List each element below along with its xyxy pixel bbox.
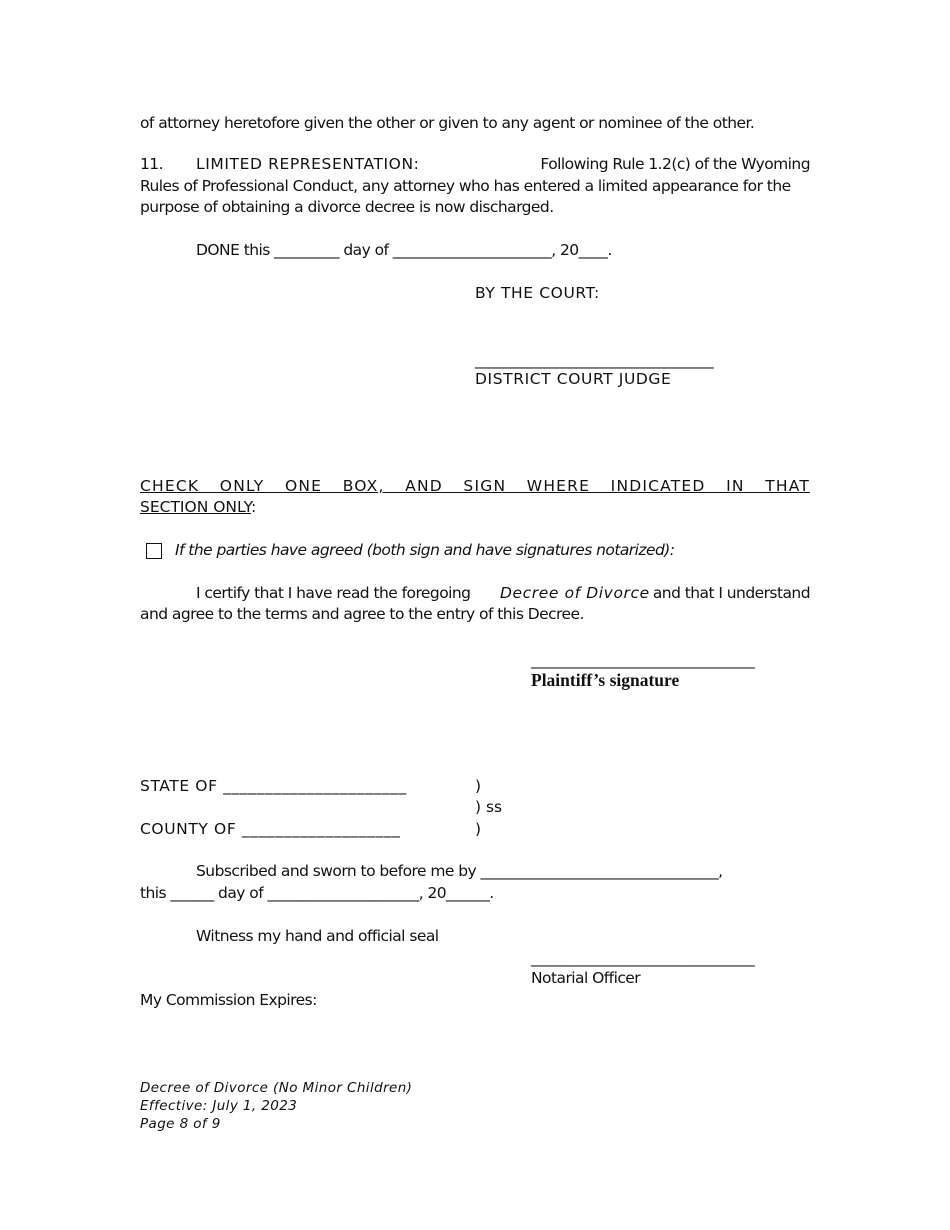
- done-date-line: DONE this _________ day of ______________________, 20____.: [196, 241, 612, 259]
- section-11-line3: purpose of obtaining a divorce decree is now discharged.: [140, 198, 554, 216]
- notary-officer-label: Notarial Officer: [531, 969, 641, 987]
- footer-form-title: Decree of Divorce (No Minor Children): [140, 1080, 413, 1096]
- subscribed-line2: this ______ day of _____________________, 20______.: [140, 884, 494, 902]
- check-instruction-line2: SECTION ONLY: [140, 498, 251, 516]
- continuation-text: of attorney heretofore given the other or given to any agent or nominee of the other.: [140, 114, 755, 132]
- venue-ss: ) ss: [475, 798, 503, 816]
- notary-signature-line[interactable]: ______________________________: [531, 949, 755, 967]
- section-11-line1: [140, 154, 810, 175]
- check-instruction-colon: :: [251, 498, 257, 516]
- venue-paren-1: ): [475, 777, 482, 795]
- subscribed-line1: Subscribed and sworn to before me by _________________________________,: [196, 862, 723, 880]
- certify-text-2: and that I understand: [652, 584, 810, 602]
- certify-text-1: I certify that I have read the foregoing: [196, 584, 471, 602]
- commission-expires: My Commission Expires:: [140, 991, 317, 1009]
- venue-paren-3: ): [475, 820, 482, 838]
- section-line1-tail: Following Rule 1.2(c) of the Wyoming: [540, 155, 810, 173]
- footer-effective-date: Effective: July 1, 2023: [140, 1098, 298, 1114]
- judge-signature-line[interactable]: ________________________________: [475, 351, 714, 369]
- judge-label: DISTRICT COURT JUDGE: [475, 370, 672, 388]
- section-11-line2: Rules of Professional Conduct, any attorney who has entered a limited appearance for the: [140, 177, 791, 195]
- section-heading: LIMITED REPRESENTATION:: [196, 155, 420, 173]
- county-of-line[interactable]: COUNTY OF ___________________: [140, 820, 401, 838]
- plaintiff-signature-label: Plaintiff’s signature: [531, 670, 680, 690]
- certify-line2: and agree to the terms and agree to the entry of this Decree.: [140, 605, 584, 623]
- witness-text: Witness my hand and official seal: [196, 927, 439, 945]
- check-instruction-line1: CHECK ONLY ONE BOX, AND SIGN WHERE INDICATED IN THAT: [140, 477, 810, 495]
- state-of-line[interactable]: STATE OF ______________________: [140, 777, 407, 795]
- certify-doc-title: Decree of Divorce: [500, 584, 650, 602]
- section-number: 11.: [140, 155, 164, 173]
- agreed-checkbox[interactable]: [146, 543, 162, 559]
- agreed-option-label: If the parties have agreed (both sign and have signatures notarized):: [175, 541, 675, 559]
- footer-page-number: Page 8 of 9: [140, 1116, 221, 1132]
- footer: [140, 1079, 412, 1133]
- by-the-court: BY THE COURT:: [475, 284, 600, 302]
- plaintiff-signature-line[interactable]: ______________________________: [531, 651, 755, 669]
